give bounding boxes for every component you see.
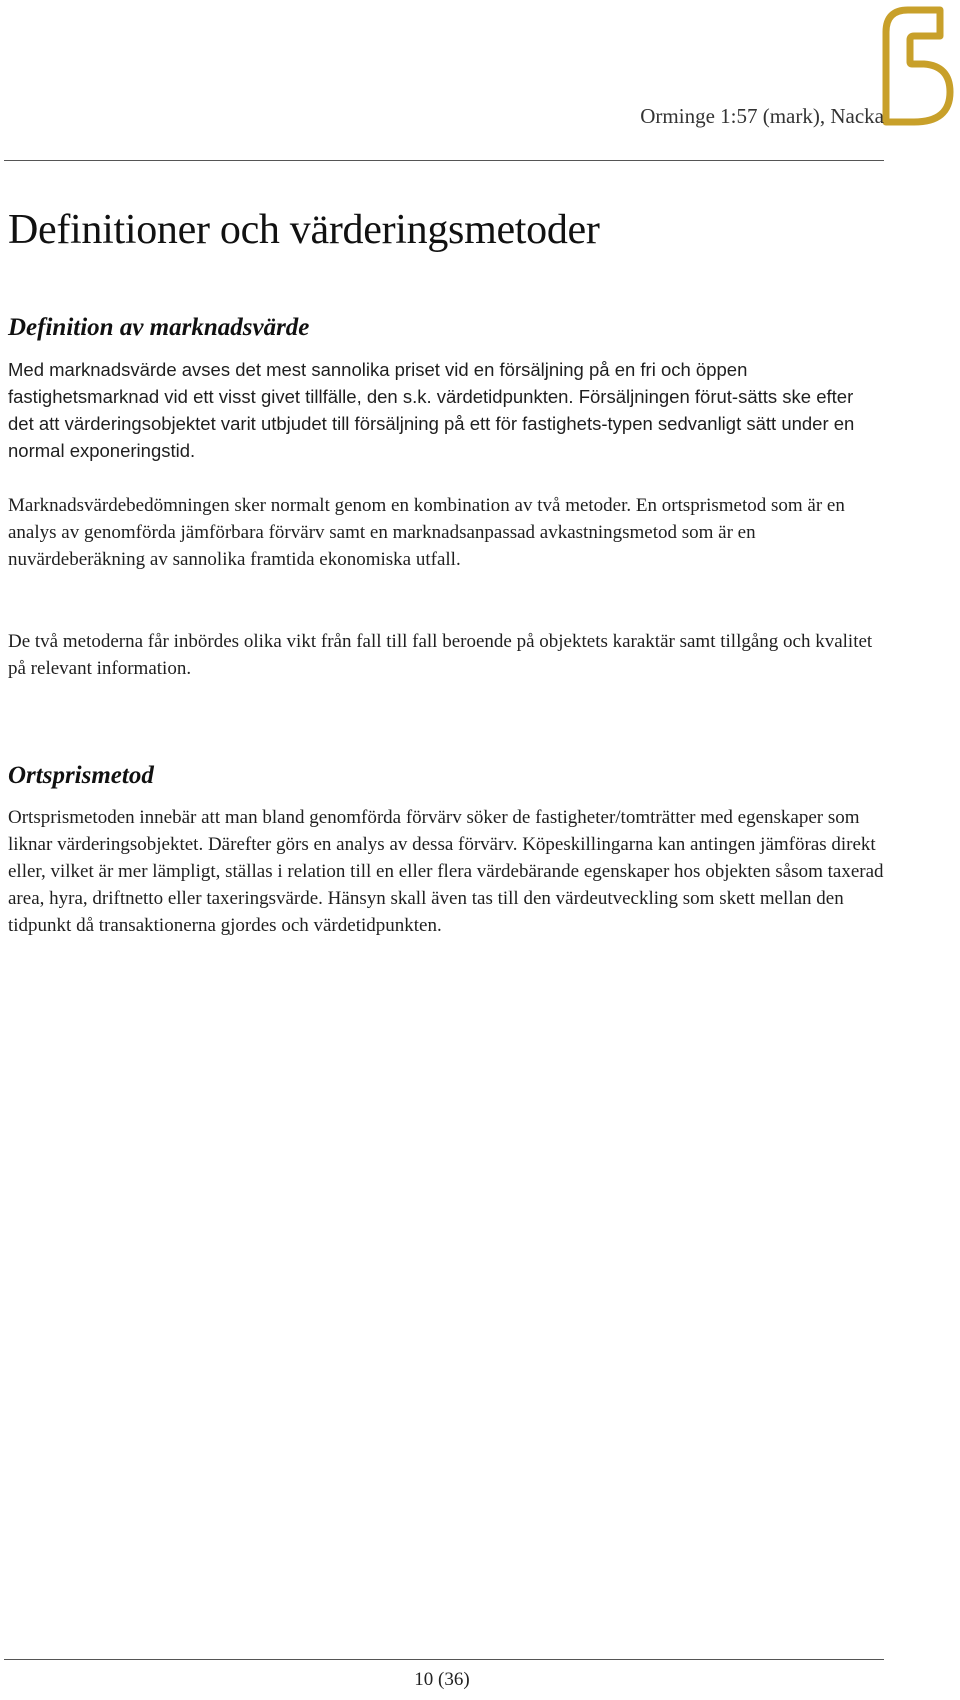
footer-divider <box>4 1659 884 1660</box>
page-number: 10 (36) <box>414 1669 470 1690</box>
paragraph-ortsprismetod: Ortsprismetoden innebär att man bland genomförda förvärv söker de fastigheter/tomträtter med egenskaper som liknar värderingsobjektet. Därefter görs en analys av dessa förvärv. Köpeskillingarna kan antingen jämföras direkt eller, vilket är mer lämpligt, ställas i relation till en eller flera värdebärande egenskaper hos objekten såsom taxerad area, hyra, driftnetto eller taxeringsvärde. Hänsyn skall även tas till den värdeutveckling som skett mellan den tidpunkt då transaktionerna gjordes och värdetidpunkten. <box>8 807 884 936</box>
paragraph-definition: Med marknadsvärde avses det mest sannolika priset vid en försäljning på en fri och öppen fastighetsmarknad vid ett visst givet tillfälle, den s.k. värdetidpunkten. Försäljningen förut-sätts ske efter det att värderingsobjektet varit utbjudet till försäljning på ett för fastighets-typen sedvanligt sätt under en normal exponeringstid. <box>8 359 855 461</box>
page-title: Definitioner och värderingsmetoder <box>8 207 600 253</box>
section-heading-marknadsvarde: Definition av marknadsvärde <box>8 314 310 341</box>
header-divider <box>4 160 884 161</box>
section-heading-ortsprismetod: Ortsprismetod <box>8 762 154 789</box>
paragraph-methods: Marknadsvärdebedömningen sker normalt genom en kombination av två metoder. En ortsprismetod som är en analys av genomförda jämförbara förvärv samt en marknadsanpassad avkastningsmetod som är en nuvärdeberäkning av sannolika framtida ekonomiska utfall. <box>8 495 845 570</box>
company-logo <box>880 6 956 128</box>
document-header-title: Orminge 1:57 (mark), Nacka <box>640 104 884 128</box>
paragraph-weighting: De två metoderna får inbördes olika vikt från fall till fall beroende på objektets karaktär samt tillgång och kvalitet på relevant information. <box>8 631 873 679</box>
